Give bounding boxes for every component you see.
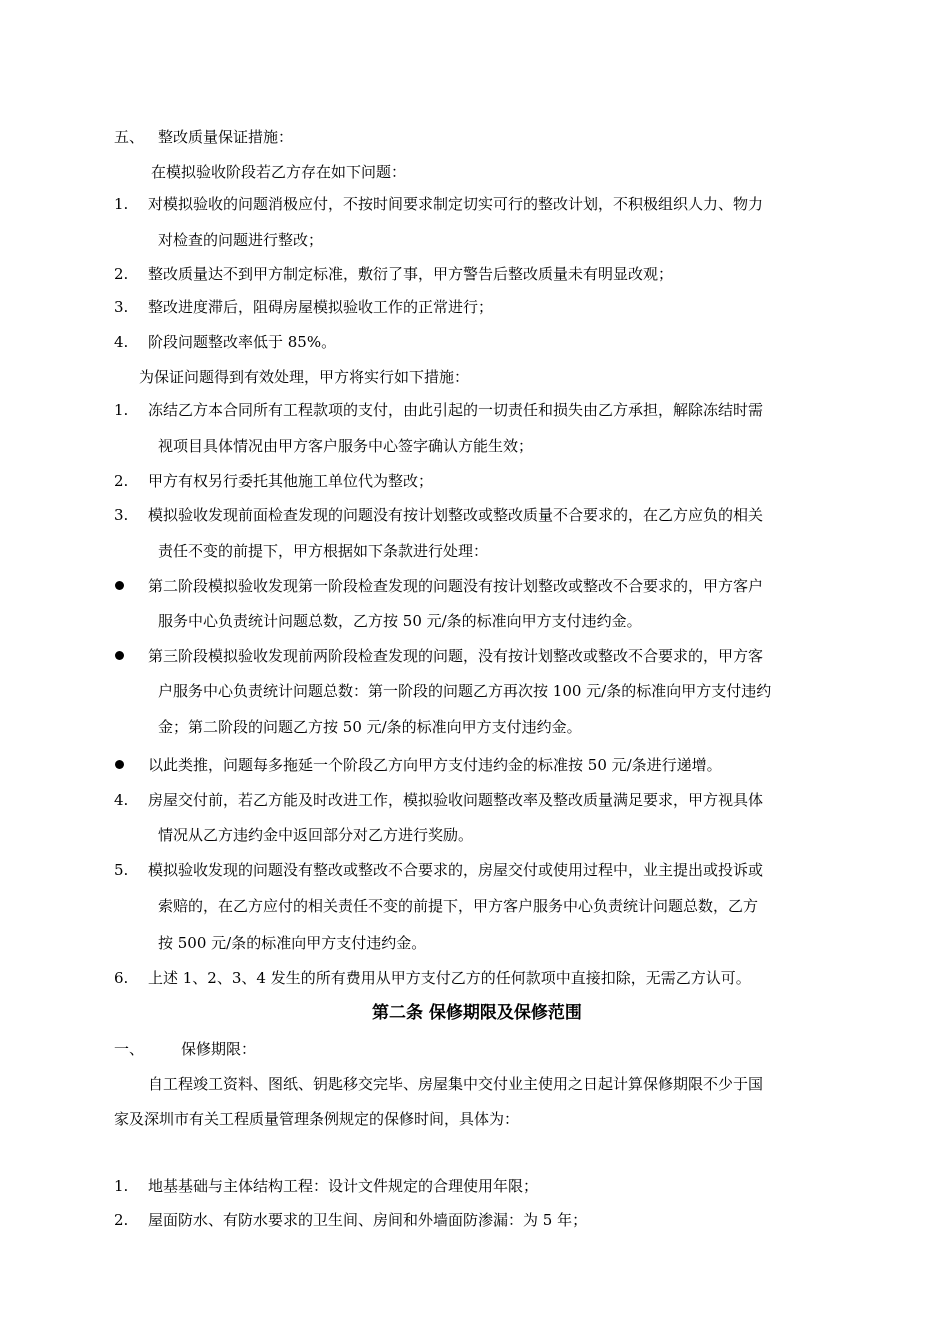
bullet-dot-icon <box>115 651 124 660</box>
list-item-text: 按 500 元/条的标准向甲方支付违约金。 <box>158 934 427 952</box>
list-number: 1. <box>114 1177 129 1195</box>
list-number: 1. <box>114 401 129 419</box>
list-number: 1. <box>114 195 129 213</box>
list-item-text: 模拟验收发现前面检查发现的问题没有按计划整改或整改质量不合要求的，在乙方应负的相关 <box>148 506 764 524</box>
measures-intro: 为保证问题得到有效处理，甲方将实行如下措施： <box>139 368 470 386</box>
bullet-text: 金；第二阶段的问题乙方按 50 元/条的标准向甲方支付违约金。 <box>158 718 582 736</box>
list-item-text: 对模拟验收的问题消极应付，不按时间要求制定切实可行的整改计划，不积极组织人力、物力 <box>148 195 764 213</box>
bullet-text: 第三阶段模拟验收发现前两阶段检查发现的问题，没有按计划整改或整改不合要求的，甲方客 <box>148 647 764 665</box>
list-item-text: 整改进度滞后，阻碍房屋模拟验收工作的正常进行； <box>148 298 494 316</box>
article-heading: 第二条 保修期限及保修范围 <box>372 1003 582 1023</box>
intro-text: 在模拟验收阶段若乙方存在如下问题： <box>151 163 407 181</box>
bullet-dot-icon <box>115 760 124 769</box>
paragraph-text: 自工程竣工资料、图纸、钥匙移交完毕、房屋集中交付业主使用之日起计算保修期限不少于国 <box>148 1075 764 1093</box>
section-title: 整改质量保证措施： <box>158 128 294 146</box>
list-item-text: 责任不变的前提下，甲方根据如下条款进行处理： <box>158 542 489 560</box>
section-marker: 一、 <box>114 1040 145 1058</box>
list-number: 4. <box>114 791 129 809</box>
list-item-text: 冻结乙方本合同所有工程款项的支付，由此引起的一切责任和损失由乙方承担，解除冻结时需 <box>148 401 764 419</box>
list-item-text: 情况从乙方违约金中返回部分对乙方进行奖励。 <box>158 826 474 844</box>
paragraph-text: 家及深圳市有关工程质量管理条例规定的保修时间，具体为： <box>114 1110 520 1128</box>
list-item-text: 索赔的，在乙方应付的相关责任不变的前提下，甲方客户服务中心负责统计问题总数，乙方 <box>158 897 759 915</box>
list-number: 3. <box>114 506 129 524</box>
list-number: 2. <box>114 1211 129 1229</box>
list-item-text: 模拟验收发现的问题没有整改或整改不合要求的，房屋交付或使用过程中，业主提出或投诉或 <box>148 861 764 879</box>
list-number: 5. <box>114 861 129 879</box>
list-number: 4. <box>114 333 129 351</box>
list-item-text: 阶段问题整改率低于 85%。 <box>148 333 337 351</box>
list-item-text: 视项目具体情况由甲方客户服务中心签字确认方能生效； <box>158 437 534 455</box>
list-number: 6. <box>114 969 129 987</box>
bullet-dot-icon <box>115 581 124 590</box>
list-number: 2. <box>114 472 129 490</box>
list-item-text: 地基基础与主体结构工程：设计文件规定的合理使用年限； <box>148 1177 539 1195</box>
list-item-text: 上述 1、2、3、4 发生的所有费用从甲方支付乙方的任何款项中直接扣除，无需乙方认可。 <box>148 969 751 987</box>
list-item-text: 屋面防水、有防水要求的卫生间、房间和外墙面防渗漏：为 5 年； <box>148 1211 588 1229</box>
list-item-text: 对检查的问题进行整改； <box>158 231 324 249</box>
list-item-text: 房屋交付前，若乙方能及时改进工作，模拟验收问题整改率及整改质量满足要求，甲方视具体 <box>148 791 764 809</box>
bullet-text: 以此类推，问题每多拖延一个阶段乙方向甲方支付违约金的标准按 50 元/条进行递增。 <box>148 756 722 774</box>
bullet-text: 服务中心负责统计问题总数，乙方按 50 元/条的标准向甲方支付违约金。 <box>158 612 642 630</box>
list-number: 2. <box>114 265 129 283</box>
list-item-text: 甲方有权另行委托其他施工单位代为整改； <box>148 472 434 490</box>
list-number: 3. <box>114 298 129 316</box>
section-title: 保修期限： <box>181 1040 257 1058</box>
bullet-text: 第二阶段模拟验收发现第一阶段检查发现的问题没有按计划整改或整改不合要求的，甲方客户 <box>148 577 764 595</box>
bullet-text: 户服务中心负责统计问题总数：第一阶段的问题乙方再次按 100 元/条的标准向甲方支付违约 <box>158 682 772 700</box>
section-marker: 五、 <box>114 128 145 146</box>
list-item-text: 整改质量达不到甲方制定标准，敷衍了事，甲方警告后整改质量未有明显改观； <box>148 265 674 283</box>
